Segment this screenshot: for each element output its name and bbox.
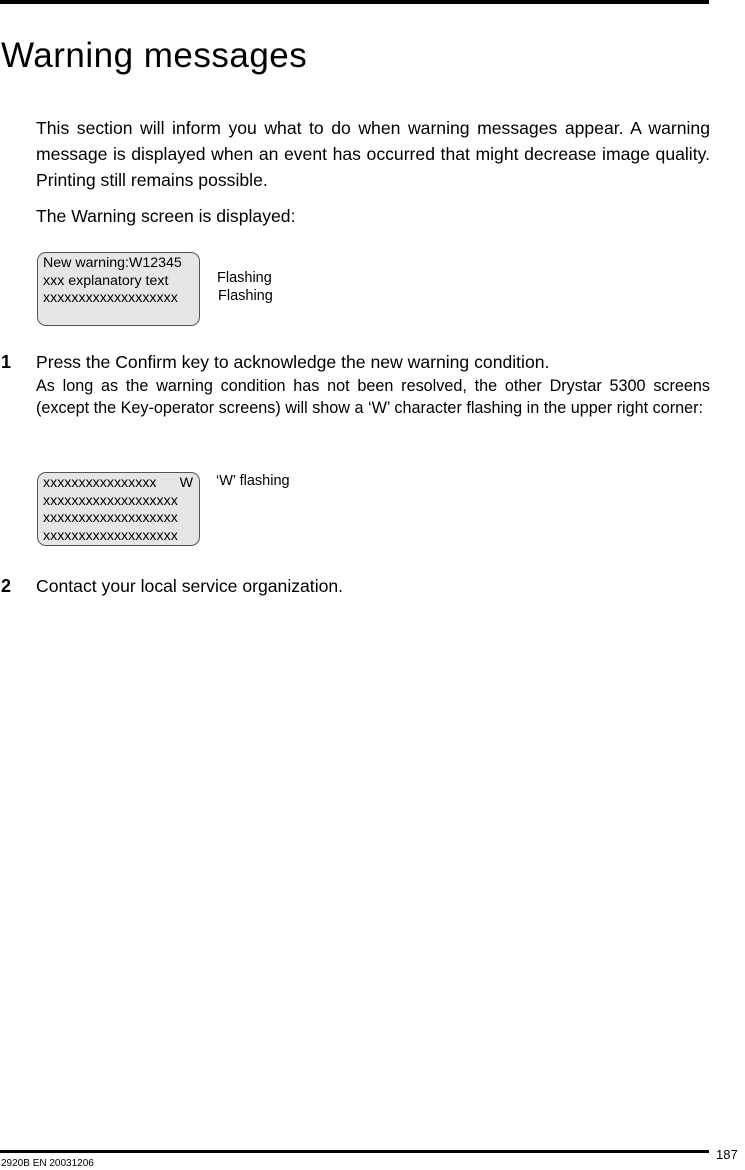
w-flashing-annotation: ‘W’ flashing	[216, 473, 290, 489]
flashing-annotation: Flashing	[218, 288, 273, 304]
flashing-annotation: Flashing	[217, 270, 272, 286]
w-indicator: W	[179, 475, 193, 491]
step-number: 2	[1, 576, 12, 596]
bottom-rule	[0, 1150, 709, 1153]
screen-line	[43, 475, 199, 493]
intro-paragraph: This section will inform you what to do when warning messages appear. A warning message is displayed when an event has occurred that might decrease image quality. Printing still remains possible.	[36, 118, 710, 190]
page-title: Warning messages	[1, 36, 308, 75]
document-code: 2920B EN 20031206	[1, 1158, 94, 1169]
screen-line: xxx explanatory text	[43, 272, 169, 289]
warning-screen-display	[37, 252, 200, 326]
step-detail-paragraph: As long as the warning condition has not been resolved, the other Drystar 5300 screens (except the Key-operator screens) will show a ‘W’ character flashing in the upper right corner:	[36, 377, 710, 417]
screen-line: xxxxxxxxxxxxxxxxxxx	[43, 290, 178, 306]
step-number: 1	[1, 352, 12, 372]
page-number: 187	[716, 1147, 738, 1162]
screen-line: New warning:W12345	[43, 255, 182, 271]
step-text: Press the Confirm key to acknowledge the new warning condition.	[36, 352, 550, 372]
screen-line: xxxxxxxxxxxxxxxxxxx	[43, 527, 178, 544]
screen-line: xxxxxxxxxxxxxxxxxxx	[43, 510, 178, 526]
screen-line: xxxxxxxxxxxxxxxxxxx	[43, 492, 178, 509]
screen-intro-text: The Warning screen is displayed:	[36, 206, 296, 226]
top-rule	[0, 0, 709, 4]
screen-first-line: xxxxxxxxxxxxxxxx	[43, 475, 157, 491]
w-flashing-screen-display	[37, 472, 200, 546]
step-text: Contact your local service organization.	[36, 576, 344, 596]
